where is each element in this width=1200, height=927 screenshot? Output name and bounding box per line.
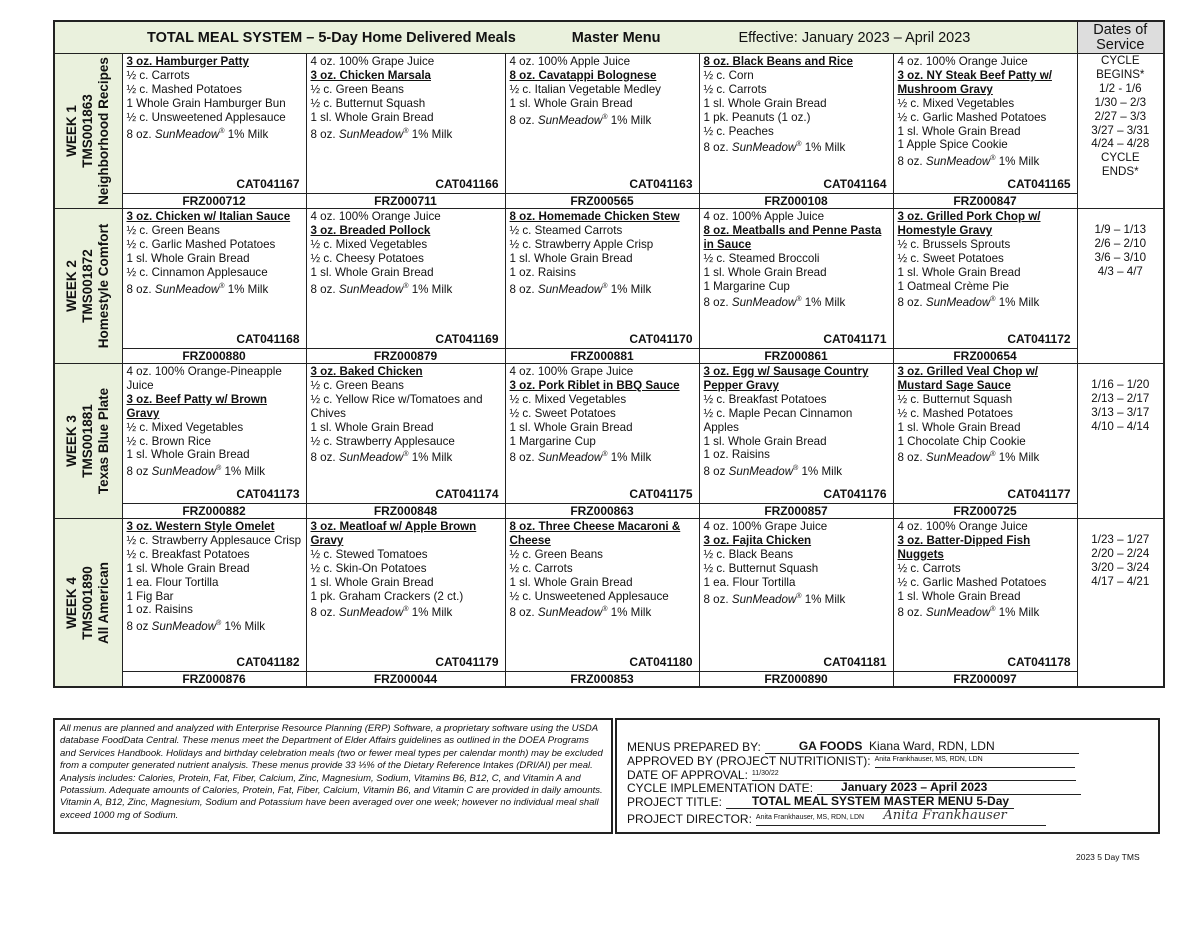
entree-item: 8 oz. Cavatappi Bolognese: [509, 68, 657, 82]
menu-item: 4 oz. 100% Grape Juice: [310, 55, 435, 68]
catalog-code: CAT041170: [629, 332, 693, 347]
menu-item: 8 oz. SunMeadow® 1% Milk: [897, 296, 1040, 310]
menu-item: ½ c. Cheesy Potatoes: [310, 251, 424, 265]
week-label: [54, 209, 122, 364]
menu-item: 1 Whole Grain Hamburger Bun: [126, 96, 286, 110]
service-date-range: 2/20 – 2/24: [1091, 546, 1150, 560]
dates-of-service: [1077, 364, 1164, 519]
menu-item: ½ c. Green Beans: [126, 223, 220, 237]
menu-item: 1 pk. Graham Crackers (2 ct.): [310, 589, 464, 603]
frozen-code: FRZ000654: [893, 349, 1077, 364]
menu-item: 1 sl. Whole Grain Bread: [897, 420, 1021, 434]
menu-item: 1 sl. Whole Grain Bread: [310, 265, 434, 279]
approval-date-line: [627, 768, 1148, 782]
entree-item: 8 oz. Homemade Chicken Stew: [509, 210, 680, 223]
director-signature: Anita Frankhauser: [883, 807, 1007, 823]
catalog-code: CAT041173: [236, 487, 300, 502]
service-date-range: BEGINS*: [1096, 67, 1145, 81]
menu-item: ½ c. Italian Vegetable Medley: [509, 82, 661, 96]
menu-item: 8 oz. SunMeadow® 1% Milk: [703, 296, 846, 310]
menu-item: 8 oz. SunMeadow® 1% Milk: [310, 606, 453, 620]
menu-item: 1 oz. Raisins: [126, 603, 193, 617]
frozen-code: FRZ000847: [893, 194, 1077, 209]
approved-by-line: [627, 754, 1148, 768]
approved-by-name: Anita Frankhauser, MS, RDN, LDN: [875, 754, 1075, 768]
menu-item: 1 sl. Whole Grain Bread: [897, 589, 1021, 603]
meal-cell: [306, 209, 505, 349]
meal-cell: [893, 209, 1077, 349]
dates-header-line2: Service: [1096, 36, 1145, 53]
approval-date: 11/30/22: [752, 768, 1076, 782]
service-date-range: 3/27 – 3/31: [1091, 123, 1150, 137]
menu-item: 8 oz SunMeadow® 1% Milk: [703, 465, 843, 479]
implementation-label: CYCLE IMPLEMENTATION DATE:: [627, 781, 814, 796]
meal-cell: [306, 54, 505, 194]
meal-cell: [699, 54, 893, 194]
menu-item: 1 sl. Whole Grain Bread: [126, 448, 250, 462]
entree-item: 8 oz. Three Cheese Macaroni & Cheese: [509, 520, 681, 547]
menu-title-bar: [54, 21, 1077, 54]
menu-item: 1 oz. Raisins: [509, 265, 576, 279]
meal-cell: [122, 364, 306, 504]
meal-cell: [505, 364, 699, 504]
service-date-range: 2/13 – 2/17: [1091, 391, 1150, 405]
service-date-range: 1/23 – 1/27: [1091, 532, 1150, 546]
menu-item: ½ c. Carrots: [703, 82, 767, 96]
menu-item: 8 oz. SunMeadow® 1% Milk: [509, 451, 652, 465]
menu-item: 1 sl. Whole Grain Bread: [310, 110, 434, 124]
menu-item: ½ c. Garlic Mashed Potatoes: [897, 575, 1047, 589]
frozen-code: FRZ000108: [699, 194, 893, 209]
frozen-code: FRZ000882: [122, 504, 306, 519]
menu-item: 8 oz. SunMeadow® 1% Milk: [126, 282, 269, 296]
project-title-line: [627, 795, 1148, 809]
entree-item: 3 oz. Beef Patty w/ Brown Gravy: [126, 392, 267, 420]
catalog-code: CAT041174: [435, 487, 499, 502]
implementation-value: January 2023 – April 2023: [817, 781, 1081, 795]
frz-row: [54, 504, 1164, 519]
menu-item: 4 oz. 100% Orange-Pineapple Juice: [126, 365, 282, 392]
week-row: [54, 54, 1164, 194]
menu-item: ½ c. Unsweetened Applesauce: [126, 110, 286, 124]
menu-item: 8 oz. SunMeadow® 1% Milk: [509, 282, 652, 296]
week-code: TMS001881: [80, 404, 96, 478]
menu-item: 1 Oatmeal Crème Pie: [897, 279, 1009, 293]
director-label: PROJECT DIRECTOR:: [627, 811, 752, 826]
week-label: [54, 54, 122, 209]
frozen-code: FRZ000890: [699, 672, 893, 688]
menu-item: 1 sl. Whole Grain Bread: [509, 96, 633, 110]
menu-item: 1 sl. Whole Grain Bread: [310, 575, 434, 589]
catalog-code: CAT041168: [236, 332, 300, 347]
menu-item: 1 Margarine Cup: [703, 279, 790, 293]
catalog-code: CAT041176: [823, 487, 887, 502]
menu-item: 1 Fig Bar: [126, 589, 174, 603]
week-code: TMS001872: [80, 249, 96, 323]
entree-item: 8 oz. Meatballs and Penne Pasta in Sauce: [703, 223, 882, 251]
menu-item: 4 oz. 100% Orange Juice: [897, 520, 1028, 533]
service-date-range: ENDS*: [1101, 165, 1139, 179]
project-title-value: TOTAL MEAL SYSTEM MASTER MENU 5-Day: [726, 795, 1014, 809]
menu-item: 8 oz. SunMeadow® 1% Milk: [126, 127, 269, 141]
frozen-code: FRZ000881: [505, 349, 699, 364]
menu-item: 8 oz SunMeadow® 1% Milk: [126, 620, 266, 634]
menu-item: ½ c. Strawberry Apple Crisp: [509, 237, 654, 251]
menu-item: ½ c. Sweet Potatoes: [509, 406, 616, 420]
director-line: [627, 809, 1148, 826]
service-date-range: 3/20 – 3/24: [1091, 560, 1150, 574]
menu-item: 1 Margarine Cup: [509, 434, 596, 448]
frozen-code: FRZ000876: [122, 672, 306, 688]
service-date-range: 4/24 – 4/28: [1091, 137, 1150, 151]
week-number: WEEK 2: [64, 260, 80, 312]
menu-item: 1 sl. Whole Grain Bread: [897, 265, 1021, 279]
menu-item: 4 oz. 100% Apple Juice: [703, 210, 825, 223]
catalog-code: CAT041181: [823, 655, 887, 670]
menu-item: 8 oz. SunMeadow® 1% Milk: [897, 451, 1040, 465]
entree-item: 3 oz. Meatloaf w/ Apple Brown Gravy: [310, 520, 477, 547]
menu-item: ½ c. Green Beans: [310, 378, 404, 392]
week-number: WEEK 3: [64, 415, 80, 467]
entree-item: 3 oz. Grilled Pork Chop w/ Homestyle Gravy: [897, 210, 1041, 237]
entree-item: 3 oz. Fajita Chicken: [703, 533, 812, 547]
menu-item: ½ c. Steamed Carrots: [509, 223, 623, 237]
catalog-code: CAT041180: [629, 655, 693, 670]
menu-item: ½ c. Corn: [703, 68, 754, 82]
prepared-by-company: GA FOODS: [798, 739, 863, 753]
menu-item: 8 oz. SunMeadow® 1% Milk: [897, 155, 1040, 169]
entree-item: 3 oz. Batter-Dipped Fish Nuggets: [897, 533, 1031, 561]
frozen-code: FRZ000097: [893, 672, 1077, 688]
menu-item: ½ c. Brussels Sprouts: [897, 237, 1011, 251]
menu-item: ½ c. Peaches: [703, 124, 774, 138]
entree-item: 3 oz. Hamburger Patty: [126, 55, 249, 68]
director-name: Anita Frankhauser, MS, RDN, LDN: [755, 813, 865, 821]
menu-item: ½ c. Strawberry Applesauce Crisp: [126, 533, 302, 547]
entree-item: 3 oz. Egg w/ Sausage Country Pepper Gravy: [703, 365, 869, 392]
menu-item: 1 sl. Whole Grain Bread: [509, 420, 633, 434]
menu-item: ½ c. Butternut Squash: [703, 561, 819, 575]
menu-item: ½ c. Green Beans: [509, 547, 603, 561]
frozen-code: FRZ000880: [122, 349, 306, 364]
catalog-code: CAT041172: [1007, 332, 1071, 347]
entree-item: 3 oz. Western Style Omelet: [126, 520, 275, 533]
week-theme: Homestyle Comfort: [96, 223, 112, 349]
menu-item: ½ c. Mixed Vegetables: [310, 237, 428, 251]
director-value: [756, 809, 1046, 826]
catalog-code: CAT041169: [435, 332, 499, 347]
menu-item: ½ c. Sweet Potatoes: [897, 251, 1004, 265]
meal-cell: [505, 209, 699, 349]
menu-item: 1 sl. Whole Grain Bread: [310, 420, 434, 434]
menu-item: 8 oz. SunMeadow® 1% Milk: [703, 592, 846, 606]
frozen-code: FRZ000725: [893, 504, 1077, 519]
week-code: TMS001890: [80, 565, 96, 640]
menu-item: 1 pk. Peanuts (1 oz.): [703, 110, 811, 124]
menu-item: 1 sl. Whole Grain Bread: [509, 575, 633, 589]
menu-item: ½ c. Breakfast Potatoes: [703, 392, 827, 406]
menu-item: 1 Chocolate Chip Cookie: [897, 434, 1026, 448]
menu-item: ½ c. Unsweetened Applesauce: [509, 589, 669, 603]
menu-item: ½ c. Butternut Squash: [310, 96, 426, 110]
menu-item: 4 oz. 100% Apple Juice: [509, 55, 631, 68]
week-number: WEEK 4: [64, 576, 80, 629]
week-row: [54, 519, 1164, 672]
catalog-code: CAT041165: [1007, 177, 1071, 192]
frozen-code: FRZ000861: [699, 349, 893, 364]
menu-item: 8 oz. SunMeadow® 1% Milk: [509, 113, 652, 127]
menu-item: 1 sl. Whole Grain Bread: [126, 561, 250, 575]
menu-item: 1 ea. Flour Tortilla: [126, 575, 219, 589]
week-theme: Texas Blue Plate: [96, 387, 112, 495]
menu-body: [54, 54, 1164, 688]
dates-of-service: [1077, 519, 1164, 688]
frozen-code: FRZ000879: [306, 349, 505, 364]
week-row: [54, 209, 1164, 349]
service-date-range: 1/9 – 1/13: [1094, 222, 1147, 236]
menu-item: 1 sl. Whole Grain Bread: [509, 251, 633, 265]
menu-item: 8 oz. SunMeadow® 1% Milk: [310, 451, 453, 465]
week-theme: Neighborhood Recipes: [96, 57, 112, 205]
service-date-range: CYCLE: [1100, 54, 1140, 67]
menu-item: ½ c. Skin-On Potatoes: [310, 561, 427, 575]
dates-of-service: [1077, 54, 1164, 209]
week-number: WEEK 1: [64, 105, 80, 157]
frozen-code: FRZ000712: [122, 194, 306, 209]
entree-item: 3 oz. Breaded Pollock: [310, 223, 431, 237]
meal-cell: [505, 54, 699, 194]
catalog-code: CAT041177: [1007, 487, 1071, 502]
catalog-code: CAT041179: [435, 655, 499, 670]
menu-item: 1 Apple Spice Cookie: [897, 138, 1008, 152]
entree-item: 3 oz. Pork Riblet in BBQ Sauce: [509, 378, 680, 392]
week-label: [54, 364, 122, 519]
menu-item: ½ c. Yellow Rice w/Tomatoes and Chives: [310, 392, 483, 420]
menu-item: ½ c. Carrots: [509, 561, 573, 575]
prepared-by-value: [765, 740, 1079, 754]
menu-item: ½ c. Brown Rice: [126, 434, 211, 448]
menu-item: ½ c. Breakfast Potatoes: [126, 547, 250, 561]
menu-item: 8 oz. SunMeadow® 1% Milk: [897, 606, 1040, 620]
menu-item: ½ c. Mixed Vegetables: [897, 96, 1015, 110]
menu-item: ½ c. Garlic Mashed Potatoes: [897, 110, 1047, 124]
entree-item: 3 oz. Chicken Marsala: [310, 68, 431, 82]
menu-item: 8 oz. SunMeadow® 1% Milk: [509, 606, 652, 620]
service-date-range: 1/30 – 2/3: [1094, 95, 1147, 109]
menu-item: ½ c. Mixed Vegetables: [509, 392, 627, 406]
week-code: TMS001863: [80, 94, 96, 168]
service-date-range: 3/13 – 3/17: [1091, 405, 1150, 419]
service-date-range: 4/17 – 4/21: [1091, 574, 1150, 588]
catalog-code: CAT041175: [629, 487, 693, 502]
meal-cell: [699, 519, 893, 672]
meal-cell: [699, 209, 893, 349]
dates-header-line1: Dates of: [1093, 21, 1148, 38]
meal-cell: [893, 364, 1077, 504]
disclaimer-text: All menus are planned and analyzed with Enterprise Resource Planning (ERP) Software, a proprietary software using the USDA database FoodData Central. These menus meet the Department of Elder Affairs guidelines as outlined in the DOEA Programs and Services Handbook. Holidays and birthday celebration meals (two or fewer meal types per calendar month) may be excluded from a computer generated nutrient analysis. These menus provide 33 ⅓% of the Dietary Reference Intakes (DRI/AI) per meal. Analysis includes: Calories, Protein, Fat, Fiber, Calcium, Zinc, Magnesium, Sodium, Vitamins B6, B12, C, and Vitamin A and Potassium. Adequate amounts of Calories, Protein, Fat, Fiber, Calcium, Vitamin B6, and Vitamin C are provided in daily amounts. Vitamin A, B12, Zinc, Magnesium, Sodium and Potassium have been averaged over one week; however no individual meal shall exceed 1000 mg of Sodium.: [60, 723, 603, 821]
menu-item: 1 sl. Whole Grain Bread: [897, 124, 1021, 138]
service-date-range: 2/6 – 2/10: [1094, 236, 1147, 250]
frz-row: [54, 672, 1164, 688]
catalog-code: CAT041178: [1007, 655, 1071, 670]
menu-item: ½ c. Stewed Tomatoes: [310, 547, 428, 561]
catalog-code: CAT041182: [236, 655, 300, 670]
menu-item: 4 oz. 100% Orange Juice: [310, 210, 441, 223]
menu-item: ½ c. Strawberry Applesauce: [310, 434, 455, 448]
meal-cell: [122, 54, 306, 194]
week-label: [54, 519, 122, 688]
menu-item: ½ c. Carrots: [897, 561, 961, 575]
service-date-range: CYCLE: [1100, 151, 1140, 165]
frozen-code: FRZ000848: [306, 504, 505, 519]
meal-cell: [893, 54, 1077, 194]
implementation-line: [627, 781, 1148, 795]
master-menu-table: [53, 20, 1165, 688]
menu-item: 4 oz. 100% Orange Juice: [897, 55, 1028, 68]
catalog-code: CAT041171: [823, 332, 887, 347]
entree-item: 3 oz. Grilled Veal Chop w/ Mustard Sage Sauce: [897, 365, 1038, 392]
menu-item: ½ c. Mashed Potatoes: [897, 406, 1013, 420]
meal-cell: [306, 364, 505, 504]
dates-of-service-header: [1077, 21, 1164, 54]
project-title-label: PROJECT TITLE:: [627, 795, 722, 810]
prepared-by-name: Kiana Ward, RDN, LDN: [869, 739, 995, 753]
menu-title: TOTAL MEAL SYSTEM – 5-Day Home Delivered Meals: [147, 29, 516, 46]
service-date-range: 3/6 – 3/10: [1094, 250, 1147, 264]
entree-item: 3 oz. Chicken w/ Italian Sauce: [126, 210, 291, 223]
menu-item: 1 sl. Whole Grain Bread: [703, 96, 827, 110]
menu-item: 1 sl. Whole Grain Bread: [126, 251, 250, 265]
meal-cell: [306, 519, 505, 672]
catalog-code: CAT041163: [629, 177, 693, 192]
service-date-range: 4/10 – 4/14: [1091, 419, 1150, 433]
meal-cell: [505, 519, 699, 672]
entree-item: 8 oz. Black Beans and Rice: [703, 55, 853, 68]
meal-cell: [893, 519, 1077, 672]
frozen-code: FRZ000565: [505, 194, 699, 209]
frz-row: [54, 194, 1164, 209]
menu-item: 1 sl. Whole Grain Bread: [703, 434, 827, 448]
frozen-code: FRZ000044: [306, 672, 505, 688]
menu-item: ½ c. Green Beans: [310, 82, 404, 96]
document-code: 2023 5 Day TMS: [1076, 852, 1140, 862]
menu-item: ½ c. Black Beans: [703, 547, 794, 561]
menu-subtitle: Master Menu: [571, 29, 661, 46]
approval-date-label: DATE OF APPROVAL:: [627, 767, 748, 782]
meal-cell: [122, 209, 306, 349]
menu-item: ½ c. Garlic Mashed Potatoes: [126, 237, 276, 251]
catalog-code: CAT041166: [435, 177, 499, 192]
menu-item: 1 sl. Whole Grain Bread: [703, 265, 827, 279]
meal-cell: [122, 519, 306, 672]
menu-item: ½ c. Mixed Vegetables: [126, 420, 244, 434]
catalog-code: CAT041167: [236, 177, 300, 192]
menu-item: 8 oz. SunMeadow® 1% Milk: [310, 282, 453, 296]
menu-item: ½ c. Cinnamon Applesauce: [126, 265, 268, 279]
menu-item: 4 oz. 100% Grape Juice: [703, 520, 828, 533]
menu-item: 8 oz SunMeadow® 1% Milk: [126, 465, 266, 479]
prepared-by-label: MENUS PREPARED BY:: [627, 740, 761, 754]
menu-item: ½ c. Butternut Squash: [897, 392, 1013, 406]
menu-item: 4 oz. 100% Grape Juice: [509, 365, 634, 378]
entree-item: 3 oz. NY Steak Beef Patty w/ Mushroom Gravy: [897, 68, 1052, 96]
service-date-range: 4/3 – 4/7: [1097, 264, 1143, 278]
week-row: [54, 364, 1164, 504]
frozen-code: FRZ000711: [306, 194, 505, 209]
dates-of-service: [1077, 209, 1164, 364]
service-date-range: 1/2 - 1/6: [1099, 81, 1142, 95]
menu-item: 1 ea. Flour Tortilla: [703, 575, 796, 589]
approval-block: [615, 718, 1160, 834]
approved-by-label: APPROVED BY (PROJECT NUTRITIONIST):: [627, 753, 871, 768]
menu-item: ½ c. Carrots: [126, 68, 190, 82]
effective-dates: Effective: January 2023 – April 2023: [738, 29, 971, 46]
frozen-code: FRZ000857: [699, 504, 893, 519]
frozen-code: FRZ000853: [505, 672, 699, 688]
menu-item: 8 oz. SunMeadow® 1% Milk: [310, 127, 453, 141]
service-date-range: 2/27 – 3/3: [1094, 109, 1147, 123]
menu-item: ½ c. Maple Pecan Cinnamon Apples: [703, 406, 853, 434]
prepared-by-line: [627, 740, 1148, 754]
menu-item: ½ c. Steamed Broccoli: [703, 251, 820, 265]
menu-item: 1 oz. Raisins: [703, 448, 770, 462]
catalog-code: CAT041164: [823, 177, 887, 192]
frozen-code: FRZ000863: [505, 504, 699, 519]
menu-item: 8 oz. SunMeadow® 1% Milk: [703, 141, 846, 155]
nutrition-disclaimer: [53, 718, 613, 834]
meal-cell: [699, 364, 893, 504]
entree-item: 3 oz. Baked Chicken: [310, 365, 423, 378]
service-date-range: 1/16 – 1/20: [1091, 377, 1150, 391]
menu-item: ½ c. Mashed Potatoes: [126, 82, 242, 96]
week-theme: All American: [96, 561, 112, 644]
frz-row: [54, 349, 1164, 364]
